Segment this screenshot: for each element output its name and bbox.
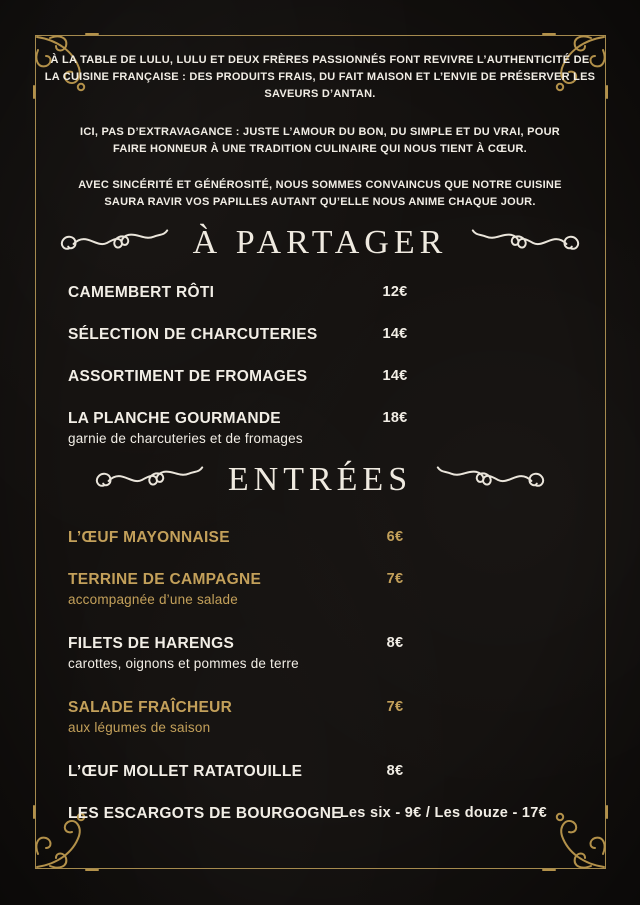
menu-item-price: 14€ [382,368,408,384]
menu-item-name: CAMEMBERT RÔTI [68,284,215,301]
menu-item-price: 14€ [382,326,408,342]
menu-item-name: FILETS DE HARENGS [68,635,235,652]
menu-item-price: 6€ [386,529,404,545]
menu-item-price: 7€ [386,571,404,587]
menu-item-row [35,409,605,448]
menu-item-price: 12€ [382,284,408,300]
flourish-icon [92,462,208,498]
menu-item-row [35,804,605,824]
menu-item-price: 18€ [382,410,408,426]
menu-item-row [35,283,605,303]
menu-item-name: L’ŒUF MOLLET RATATOUILLE [68,763,303,780]
menu-item-row [35,698,605,737]
section-title: ENTRÉES [227,461,413,498]
menu-item-name: ASSORTIMENT DE FROMAGES [68,368,308,385]
menu-item-description: garnie de charcuteries et de fromages [68,431,303,446]
intro-paragraph: ICI, PAS D’EXTRAVAGANCE : JUSTE L’AMOUR DU BON, DU SIMPLE ET DU VRAI, POUR FAIRE HONNEUR À UNE TRADITION CULINAIRE QUI NOUS TIENT À CŒUR. [80,126,560,155]
menu-item-description: carottes, oignons et pommes de terre [68,656,299,671]
menu-item-name: L’ŒUF MAYONNAISE [68,529,230,546]
menu-item-price: 8€ [386,763,404,779]
menu-item-name: LA PLANCHE GOURMANDE [68,410,281,427]
menu-item-row [35,367,605,387]
menu-item-name: SÉLECTION DE CHARCUTERIES [68,326,318,343]
menu-content [35,35,605,869]
menu-item-description: accompagnée d’une salade [68,592,238,607]
menu-section-a-partager [35,283,605,448]
flourish-icon [432,462,548,498]
menu-item-price: Les six - 9€ / Les douze - 17€ [339,805,547,821]
menu-item-row [35,528,605,548]
intro-paragraph: AVEC SINCÉRITÉ ET GÉNÉROSITÉ, NOUS SOMMES CONVAINCUS QUE NOTRE CUISINE SAURA RAVIR VOS PAPILLES AUTANT QU’ELLE NOUS ANIME CHAQUE JOUR. [78,179,562,208]
intro-paragraph: À LA TABLE DE LULU, LULU ET DEUX FRÈRES PASSIONNÉS FONT REVIVRE L’AUTHENTICITÉ DE LA CUISINE FRANÇAISE : DES PRODUITS FRAIS, DU FAIT MAISON ET L’ENVIE DE PRÉSERVER LES SAVEURS D’ANTAN. [44,54,596,100]
section-title: À PARTAGER [192,224,448,261]
menu-item-price: 7€ [386,699,404,715]
flourish-icon [57,225,173,261]
section-heading-entrees [35,457,605,503]
menu-item-name: SALADE FRAÎCHEUR [68,699,233,716]
section-heading-a-partager [35,220,605,266]
menu-item-row [35,570,605,609]
intro-block [35,35,605,211]
menu-item-name: TERRINE DE CAMPAGNE [68,571,262,588]
menu-item-description: aux légumes de saison [68,720,211,735]
flourish-icon [467,225,583,261]
menu-section-entrees [35,528,605,824]
menu-item-price: 8€ [386,635,404,651]
menu-item-row [35,634,605,673]
menu-item-row [35,325,605,345]
menu-item-row [35,762,605,782]
menu-item-name: LES ESCARGOTS DE BOURGOGNE [68,805,342,822]
